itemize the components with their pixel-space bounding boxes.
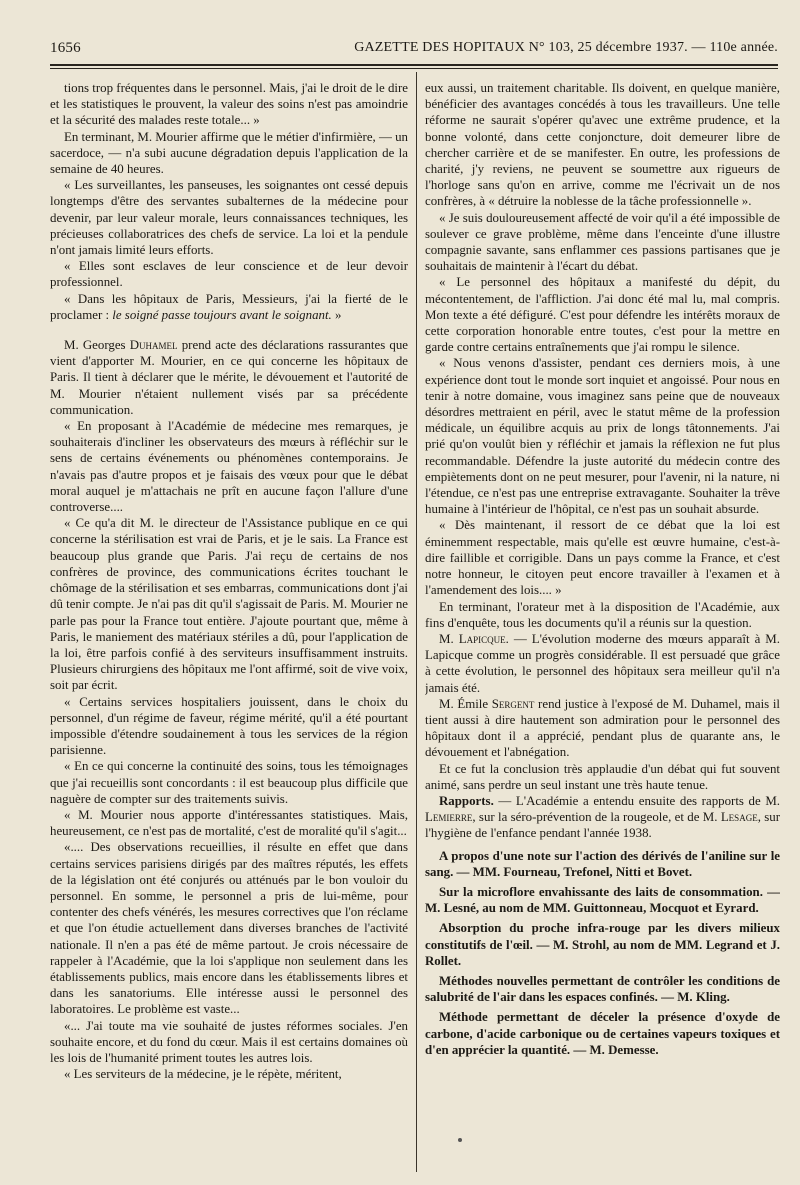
- paragraph: « Certains services hospitaliers jouissent, dans le choix du personnel, d'un régime de faveur, régime mérité, qu'il a été pourtant impossible d'étendre soudainement à tous les services de la région parisienne.: [50, 694, 408, 758]
- paragraph: « Je suis douloureusement affecté de voir qu'il a été impossible de soulever ce grave problème, même dans l'enceinte d'une illustre compagnie savante, sans enflammer ces passions partisanes que je souhaitais de maintenir à l'écart du débat.: [425, 210, 780, 274]
- paragraph: « En proposant à l'Académie de médecine mes remarques, je souhaiterais d'incliner les observateurs des mœurs à réfléchir sur le sens de certains événements ou phénomènes contemporains. Je n'avais pas d'autre propos et je faisais des vœux pour que le débat moral auquel je m'attachais ne prît en aucune façon l'allure d'une controverse....: [50, 419, 408, 515]
- left-column: [50, 80, 408, 1160]
- paragraph: M. Émile Sergent rend justice à l'exposé de M. Duhamel, mais il tient aussi à dire hautement son admiration pour le personnel des hôpitaux dont il a apprécié, pendant plus de quarante ans, le dévouement et l'abnégation.: [425, 696, 780, 760]
- communication-authors: — M. Strohl, au nom de MM. Legrand et J. Rollet.: [425, 937, 780, 968]
- communication-authors: — M. Kling.: [657, 990, 730, 1005]
- paragraph: « Elles sont esclaves de leur conscience et de leur devoir professionnel.: [50, 259, 408, 290]
- paragraph: « En ce qui concerne la continuité des soins, tous les témoignages que j'ai recueillis sont concordants : il est beaucoup plus difficile que naguère de compter sur des traitements suivis.: [50, 759, 408, 806]
- paragraph: En terminant, l'orateur met à la disposition de l'Académie, aux fins d'enquête, tous les documents qu'il a réunis sur la question.: [425, 599, 780, 630]
- page-speck: [458, 1138, 462, 1142]
- paragraph: En terminant, M. Mourier affirme que le métier d'infirmière, — un sacerdoce, — n'a subi aucune dégradation depuis l'application de la semaine de 40 heures.: [50, 129, 408, 177]
- communication-authors: — M. Lesné, au nom de MM. Guittonneau, Mocquot et Eyrard.: [425, 884, 780, 916]
- paragraph: « Le personnel des hôpitaux a manifesté du dépit, du mécontentement, de l'affliction. J'ai donc été mal lu, mal compris. Mon texte a été défiguré. C'est pour défendre les intérêts moraux de cette corporation honorable entre toutes, c'est pour la mettre en garde contre certains entraînements que j'ai rompu le silence.: [425, 275, 780, 355]
- right-column: [425, 80, 780, 1160]
- paragraph: «.... Des observations recueillies, il résulte en effet que dans certains services parisiens dirigés par des maîtres réputés, les effets de la législation ont été conjurés ou atténués par le bon vouloir du personnel. En somme, le personnel a pris de lui-même, pour contenter des chefs vénérés, les mesures correctives que l'on réclame et que l'on étudie actuellement dans diverses branches de l'activité nationale. Il n'en a pas été de même partout. Je crois nécessaire de rappeler à l'Académie, que la loi s'applique non seulement dans les établissements publics, mais encore dans les établissements libres et dans les sanatoriums. Elle intéresse aussi le personnel des laboratoires. Le problème est vaste...: [50, 840, 408, 1017]
- paragraph: « Nous venons d'assister, pendant ces derniers mois, à une expérience dont tout le monde sort inquiet et angoissé. Pour nous en tenir à notre domaine, vous imaginez sans peine que de nouveaux désordres mettraient en péril, avec le statut même de la profession médicale, un équilibre acquis au prix de longs tâtonnements. J'ai prié qu'on voulût bien y réfléchir et jamais la réflexion ne fut plus recommandable. Défendre la juste autorité du médecin contre des empiètements dont on ne peut mesurer, pour l'avenir, ni la nature, ni l'étendue, ce n'est pas une entreprise extravagante. Souhaiter la trêve humaine à l'intérieur de l'hôpital, ce n'est pas un souhait absurde.: [425, 356, 780, 517]
- header-rule-thin: [50, 68, 778, 69]
- person-name: Lemierre: [425, 810, 473, 825]
- communication-item: [425, 884, 780, 916]
- communication-title: Méthode permettant de déceler la présence d'oxyde de carbone, d'acide carbonique ou de certaines vapeurs toxiques et d'en apprécier la quantité.: [425, 1010, 780, 1057]
- paragraph: « Les serviteurs de la médecine, je le répète, méritent,: [64, 1067, 342, 1082]
- header-rule: [50, 64, 778, 66]
- italic-quote: le soigné passe toujours avant le soignant.: [112, 307, 332, 322]
- paragraph: eux aussi, un traitement charitable. Ils doivent, en quelque manière, bénéficier des avantages concédés à tous les travailleurs. Une telle réforme ne saurait s'opérer qu'avec une extrême prudence, et la bonne volonté, dans cette conjoncture, doit demeurer libre de chercher carrière et de se manifester. En outre, les professions de charité, j'y reviens, ne peuvent se soumettre aux rigueurs de l'horloge sans qu'on en arrive, comme me l'écrivait un de nos confrères, à « détruire la noblesse de la tâche professionnelle ».: [425, 81, 780, 209]
- communication-title: Absorption du proche infra-rouge par les divers milieux constitutifs de l'œil.: [425, 921, 780, 952]
- communication-authors: — MM. Fourneau, Trefonel, Nitti et Bovet.: [453, 864, 693, 879]
- paragraph: « Dès maintenant, il ressort de ce débat que la loi est éminemment respectable, mais qu'elle est œuvre humaine, c'est-à-dire faillible et corrigible. Dans un pays comme la France, et c'est notre honneur, le citoyen peut encore travailler à l'examen et à l'amendement des lois.... »: [425, 518, 780, 598]
- communication-item: [425, 920, 780, 969]
- communication-authors: — M. Demesse.: [570, 1042, 659, 1057]
- paragraph: « Les surveillantes, les panseuses, les soignantes ont cessé depuis longtemps d'être des servantes subalternes de la médecine pour devenir, par leur valeur morale, leurs connaissances techniques, les précieuses collaboratrices des chefs de service. La loi et la pendule n'ont jamais limité leurs efforts.: [50, 178, 408, 258]
- person-name: Lesage: [720, 810, 758, 825]
- communication-item: [425, 848, 780, 880]
- paragraph: Et ce fut la conclusion très applaudie d'un débat qui fut souvent animé, sans perdre un seul instant une très haute tenue.: [425, 761, 780, 792]
- page-number: 1656: [50, 40, 81, 56]
- paragraph: « M. Mourier nous apporte d'intéressantes statistiques. Mais, heureusement, ce n'est pas de mortalité, c'est de moralité qu'il s'agit...: [50, 807, 408, 839]
- communication-title: Méthodes nouvelles permettant de contrôler les conditions de salubrité de l'air dans les espaces confinés.: [425, 973, 780, 1005]
- running-title: GAZETTE DES HOPITAUX N° 103, 25 décembre 1937. — 110e année.: [354, 40, 778, 55]
- paragraph: tions trop fréquentes dans le personnel. Mais, j'ai le droit de le dire et les statistiques le prouvent, la valeur des soins n'est pas amoindrie et la sécurité des malades reste totale... »: [50, 81, 408, 128]
- reports-paragraph: Rapports. — L'Académie a entendu ensuite des rapports de M. Lemierre, sur la séro-prévention de la rougeole, et de M. Lesage, sur l'hygiène de l'enfance pendant l'année 1938.: [425, 793, 780, 841]
- person-name: Duhamel: [129, 338, 178, 353]
- section-label: Rapports.: [439, 793, 494, 808]
- communication-title: Sur la microflore envahissante des laits de consommation.: [439, 884, 763, 899]
- column-divider: [416, 72, 417, 1172]
- paragraph: «... J'ai toute ma vie souhaité de justes réformes sociales. J'en souhaite encore, et du fond du cœur. Mais il est certains domaines où les lois de l'humanité priment toutes les autres lois.: [50, 1018, 408, 1065]
- paragraph: « Ce qu'a dit M. le directeur de l'Assistance publique en ce qui concerne la stérilisation est vrai de Paris, et je le sais. La France est beaucoup plus grande que Paris. J'ai reçu de certains de nos confrères de province, des communications écrites touchant le chômage de la stérilisation et ses embarras, communications dont j'ai dû tenir compte. Je n'ai pas dit qu'il s'agissait de Paris. M. Mourier ne parle pas pour la France tout entière. J'ajoute pourtant que, même à Paris, le maniement des matériaux stériles a dû, pour l'application de la loi, être parfois confié à des serviteurs insuffisamment instruits. Plusieurs chirurgiens des hôpitaux me l'ont affirmé, soit de vive voix, soit par écrit.: [50, 516, 408, 693]
- page-header: [50, 36, 778, 62]
- person-name: Sergent: [491, 696, 535, 711]
- communication-item: [425, 973, 780, 1005]
- paragraph: M. Lapicque. — L'évolution moderne des mœurs apparaît à M. Lapicque comme un progrès considérable. Il est persuadé que grâce à cette évolution, le personnel des hôpitaux sera meilleur qu'il n'a jamais été.: [425, 631, 780, 695]
- paragraph: M. Georges Duhamel prend acte des déclarations rassurantes que vient d'apporter M. Mourier, en ce qui concerne les hôpitaux de Paris. Il tient à déclarer que le mérite, le dévouement et l'autorité de M. Mourier n'étaient nullement visés par sa précédente communication.: [50, 338, 408, 417]
- person-name: Lapicque: [458, 631, 506, 646]
- communication-title: A propos d'une note sur l'action des dérivés de l'aniline sur le sang.: [425, 848, 780, 879]
- communication-item: [425, 1009, 780, 1058]
- paragraph: « Dans les hôpitaux de Paris, Messieurs, j'ai la fierté de le proclamer : le soigné passe toujours avant le soignant. »: [50, 291, 408, 322]
